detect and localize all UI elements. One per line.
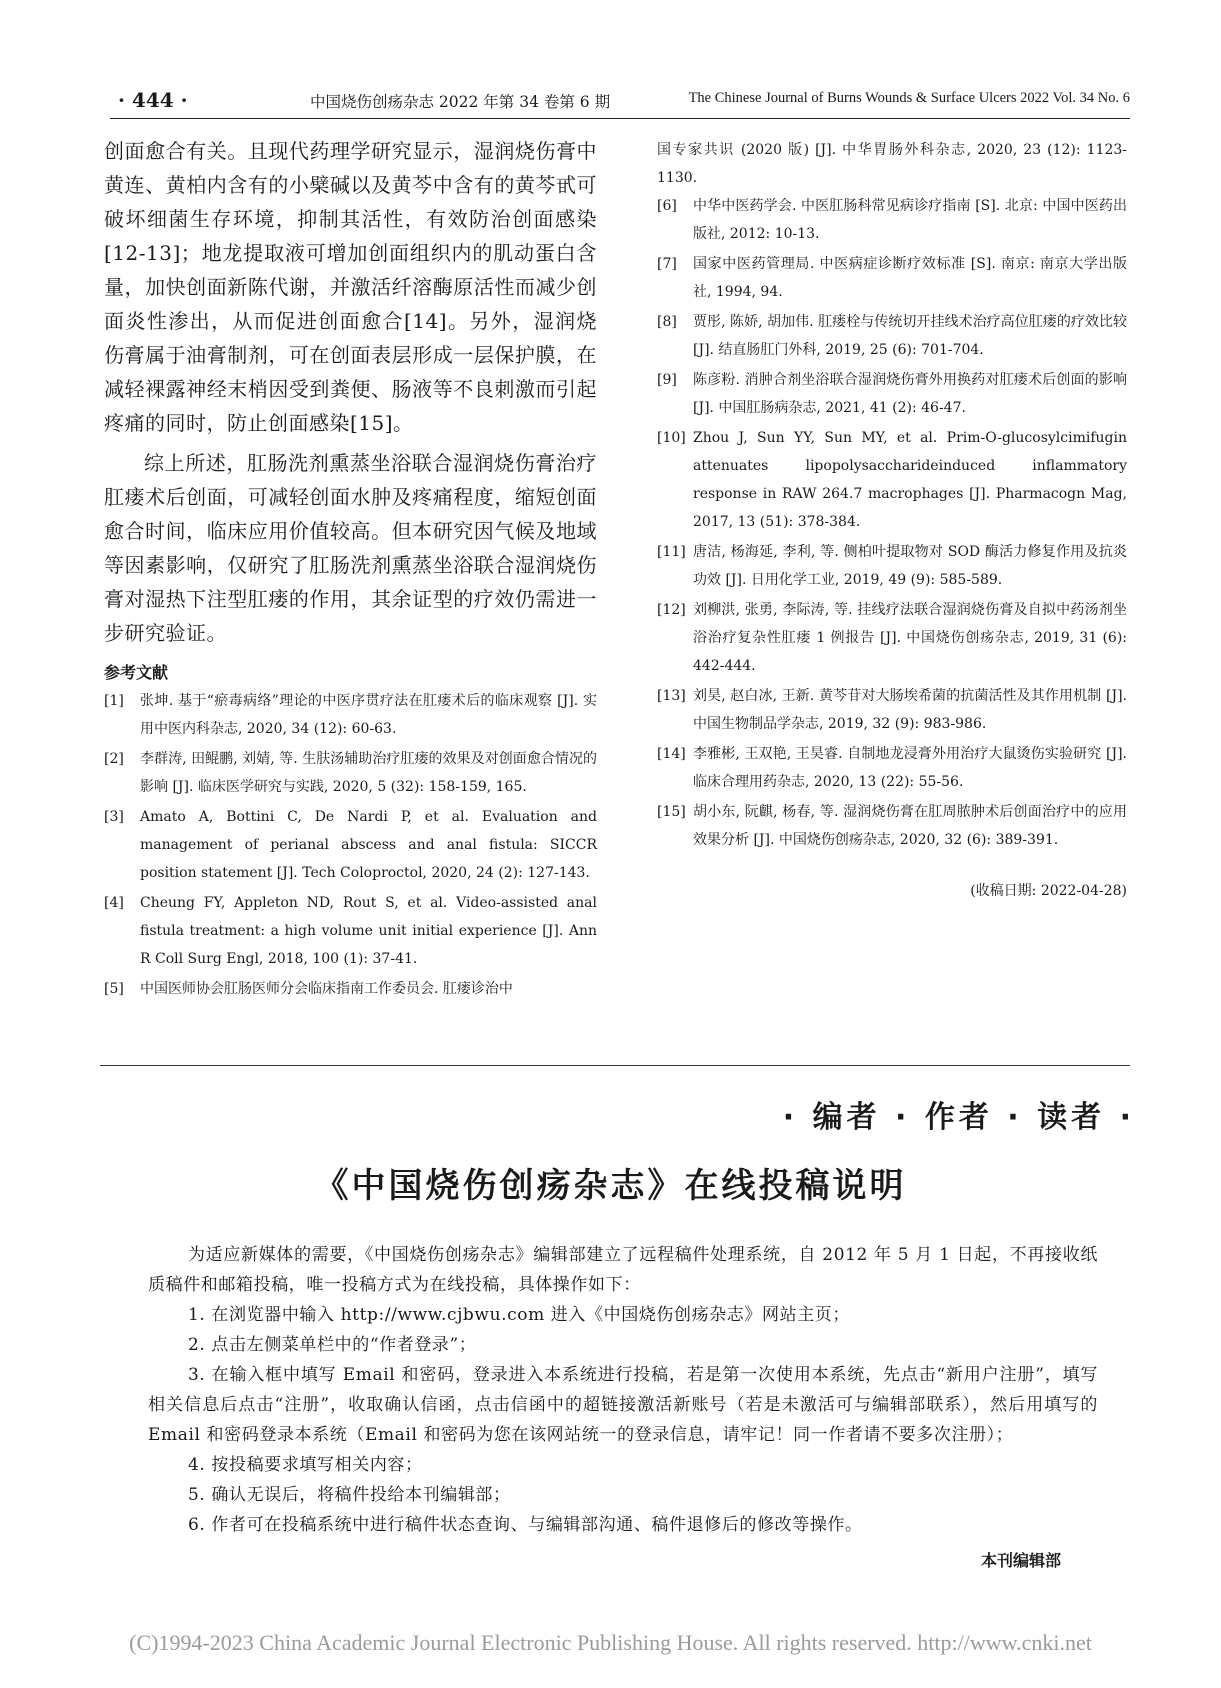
reference-text: 唐洁, 杨海延, 李利, 等. 侧柏叶提取物对 SOD 酶活力修复作用及抗炎功效 [J]. 日用化学工业, 2019, 49 (9): 585-589.: [693, 544, 1127, 588]
reference-number: [12]: [657, 602, 686, 618]
notice-body: [148, 1240, 1098, 1540]
received-date: (收稿日期: 2022-04-28): [970, 883, 1127, 899]
reference-text: 刘柳洪, 张勇, 李际涛, 等. 挂线疗法联合湿润烧伤膏及自拟中药汤剂坐浴治疗复杂性肛瘘 1 例报告 [J]. 中国烧伤创疡杂志, 2019, 31 (6): 442-444.: [693, 602, 1127, 674]
reference-number: [8]: [657, 314, 677, 330]
notice-intro: 为适应新媒体的需要，《中国烧伤创疡杂志》编辑部建立了远程稿件处理系统，自 2012 年 5 月 1 日起，不再接收纸质稿件和邮箱投稿，唯一投稿方式为在线投稿，具体操作如下：: [148, 1245, 1098, 1295]
section-divider: [100, 1065, 1130, 1066]
reference-text: 胡小东, 阮麒, 杨春, 等. 湿润烧伤膏在肛周脓肿术后创面治疗中的应用效果分析 [J]. 中国烧伤创疡杂志, 2020, 32 (6): 389-391.: [693, 804, 1127, 848]
references-heading: 参考文献: [104, 663, 169, 682]
reference-text: 刘昊, 赵白冰, 王新. 黄芩苷对大肠埃希菌的抗菌活性及其作用机制 [J]. 中国生物制品学杂志, 2019, 32 (9): 983-986.: [693, 688, 1127, 732]
reference-text: 李群涛, 田鲲鹏, 刘婧, 等. 生肤汤辅助治疗肛瘘的效果及对创面愈合情况的影响 [J]. 临床医学研究与实践, 2020, 5 (32): 158-159, 165.: [140, 751, 597, 795]
reference-text: Zhou J, Sun YY, Sun MY, et al. Prim-O-glucosylcimifugin attenuates lipopolysaccharideinduced inflammatory response in RAW 264.7 macrophages [J]. Pharmacogn Mag, 2017, 13 (51): 378-384.: [693, 430, 1127, 530]
left-column: [104, 134, 597, 1005]
right-column: [657, 136, 1127, 900]
reference-list: [104, 687, 597, 1003]
notice-step: 6. 作者可在投稿系统中进行稿件状态查询、与编辑部沟通、稿件退修后的修改等操作。: [188, 1515, 863, 1535]
reference-list: [657, 192, 1127, 854]
body-text: [104, 134, 597, 650]
reference-item: [657, 250, 1127, 306]
reference-item: [657, 424, 1127, 536]
reference-item: [657, 366, 1127, 422]
reference-number: [2]: [104, 751, 124, 767]
reference-text: 国家中医药管理局. 中医病症诊断疗效标准 [S]. 南京: 南京大学出版社, 1994, 94.: [693, 256, 1127, 300]
reference-item: [104, 687, 597, 743]
reference-number: [7]: [657, 256, 677, 272]
reference-number: [1]: [104, 693, 124, 709]
reference-number: [10]: [657, 430, 686, 446]
notice-signature: 本刊编辑部: [980, 1551, 1061, 1570]
reference-text: Cheung FY, Appleton ND, Rout S, et al. Video-assisted anal fistula treatment: a high volume unit initial experience [J]. Ann R Coll Surg Engl, 2018, 100 (1): 37-41.: [140, 895, 597, 967]
reference-item: [657, 682, 1127, 738]
reference-text: 中国医师协会肛肠医师分会临床指南工作委员会. 肛瘘诊治中: [140, 981, 513, 997]
reference-number: [6]: [657, 198, 677, 214]
reference-number: [4]: [104, 895, 124, 911]
reference-text: 贾彤, 陈娇, 胡加伟. 肛瘘栓与传统切开挂线术治疗高位肛瘘的疗效比较 [J]. 结直肠肛门外科, 2019, 25 (6): 701-704.: [693, 314, 1127, 358]
conclusion-paragraph: 综上所述，肛肠洗剂熏蒸坐浴联合湿润烧伤膏治疗肛瘘术后创面，可减轻创面水肿及疼痛程度，缩短创面愈合时间，临床应用价值较高。但本研究因气候及地域等因素影响，仅研究了肛肠洗剂熏蒸坐浴联合湿润烧伤膏对湿热下注型肛瘘的作用，其余证型的疗效仍需进一步研究验证。: [104, 451, 597, 645]
reference-text: 中华中医药学会. 中医肛肠科常见病诊疗指南 [S]. 北京: 中国中医药出版社, 2012: 10-13.: [693, 198, 1127, 242]
page-number: · 444 ·: [118, 88, 188, 112]
reference-number: [3]: [104, 809, 124, 825]
reference-item: [104, 803, 597, 887]
reference-item: [657, 596, 1127, 680]
reference-number: [13]: [657, 688, 686, 704]
reference-text: 张坤. 基于“瘀毒病络”理论的中医序贯疗法在肛瘘术后的临床观察 [J]. 实用中医内科杂志, 2020, 34 (12): 60-63.: [140, 693, 597, 737]
notice-step: 5. 确认无误后，将稿件投给本刊编辑部；: [188, 1485, 511, 1505]
reference-number: [5]: [104, 981, 124, 997]
notice-step: 2. 点击左侧菜单栏中的“作者登录”；: [188, 1335, 477, 1355]
reference-item: [657, 192, 1127, 248]
running-header: [110, 84, 1130, 119]
body-paragraph: 创面愈合有关。且现代药理学研究显示，湿润烧伤膏中黄连、黄柏内含有的小檗碱以及黄芩中含有的黄芩甙可破坏细菌生存环境，抑制其活性，有效防治创面感染[12-13]；地龙提取液可增加创面组织内的肌动蛋白含量，加快创面新陈代谢，并激活纤溶酶原活性而减少创面炎性渗出，从而促进创面愈合[14]。另外，湿润烧伤膏属于油膏制剂，可在创面表层形成一层保护膜，在减轻裸露神经末梢因受到粪便、肠液等不良刺激而引起疼痛的同时，防止创面感染[15]。: [104, 139, 597, 435]
notice-step: 4. 按投稿要求填写相关内容；: [188, 1455, 423, 1475]
reference-number: [14]: [657, 746, 686, 762]
reference-item: [104, 975, 597, 1003]
notice-step: 3. 在输入框中填写 Email 和密码，登录进入本系统进行投稿，若是第一次使用本系统，先点击“新用户注册”，填写相关信息后点击“注册”，收取确认信函，点击信函中的超链接激活新账号（若是未激活可与编辑部联系），然后用填写的 Email 和密码登录本系统（Email 和密码为您在该网站统一的登录信息，请牢记！同一作者请不要多次注册）；: [148, 1365, 1098, 1445]
copyright-footer: (C)1994-2023 China Academic Journal Electronic Publishing House. All rights reserved. http://www.cnki.net: [129, 1630, 1092, 1655]
reference-item: [657, 308, 1127, 364]
reference-text: Amato A, Bottini C, De Nardi P, et al. Evaluation and management of perianal abscess and anal fistula: SICCR position statement [J]. Tech Coloproctol, 2020, 24 (2): 127-143.: [140, 809, 597, 881]
section-tag: · 编者 · 作者 · 读者 ·: [782, 1100, 1135, 1135]
notice-title: 《中国烧伤创疡杂志》在线投稿说明: [314, 1166, 907, 1206]
notice-step: 1. 在浏览器中输入 http://www.cjbwu.com 进入《中国烧伤创疡杂志》网站主页；: [188, 1305, 851, 1325]
reference-item: [104, 889, 597, 973]
reference-item: [657, 798, 1127, 854]
journal-title-cn: 中国烧伤创疡杂志 2022 年第 34 卷第 6 期: [310, 93, 611, 111]
reference-item: [104, 745, 597, 801]
reference-number: [9]: [657, 372, 677, 388]
reference-number: [15]: [657, 804, 686, 820]
reference-text: 李雅彬, 王双艳, 王昊睿. 自制地龙浸膏外用治疗大鼠烫伤实验研究 [J]. 临床合理用药杂志, 2020, 13 (22): 55-56.: [693, 746, 1127, 790]
reference-item: [657, 538, 1127, 594]
reference-number: [11]: [657, 544, 686, 560]
journal-title-en: The Chinese Journal of Burns Wounds & Surface Ulcers 2022 Vol. 34 No. 6: [688, 90, 1130, 106]
reference-text: 陈彦粉. 消肿合剂坐浴联合湿润烧伤膏外用换药对肛瘘术后创面的影响 [J]. 中国肛肠病杂志, 2021, 41 (2): 46-47.: [693, 372, 1127, 416]
reference-item: [657, 740, 1127, 796]
reference-continuation: 国专家共识 (2020 版) [J]. 中华胃肠外科杂志, 2020, 23 (12): 1123-1130.: [657, 142, 1127, 186]
